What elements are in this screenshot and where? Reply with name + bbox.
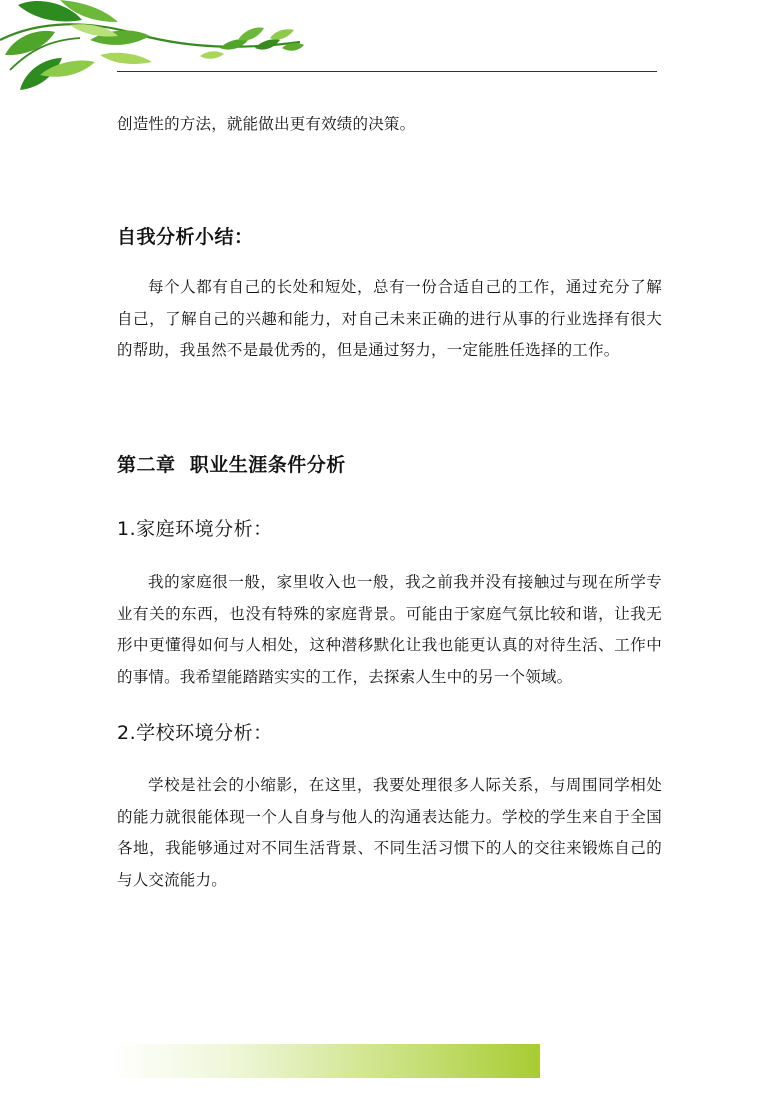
self-analysis-text: 每个人都有自己的长处和短处，总有一份合适自己的工作，通过充分了解自己，了解自己的兴趣和能力，对自己未来正确的进行从事的行业选择有很大的帮助，我虽然不是最优秀的，但是通过努力，一定能胜任选择的工作。 [117,278,662,359]
footer-gradient-bar [110,1044,540,1078]
family-paragraph [117,567,662,693]
school-heading: 2.学校环境分析： [117,722,273,744]
continuation-text: 创造性的方法，就能做出更有效绩的决策。 [117,115,416,133]
chapter-title: 第二章 职业生涯条件分析 [117,454,346,476]
self-analysis-paragraph [117,272,662,367]
header-rule [117,71,657,72]
school-heading-block [117,718,662,745]
leaf-branch-decoration [0,0,310,110]
family-heading-block [117,514,662,541]
continuation-paragraph [117,109,662,141]
family-text: 我的家庭很一般，家里收入也一般，我之前我并没有接触过与现在所学专业有关的东西，也没有特殊的家庭背景。可能由于家庭气氛比较和谐，让我无形中更懂得如何与人相处，这种潜移默化让我也能更认真的对待生活、工作中的事情。我希望能踏踏实实的工作，去探索人生中的另一个领域。 [117,573,662,686]
self-analysis-heading-block [117,222,662,249]
self-analysis-heading: 自我分析小结： [117,226,254,248]
school-text: 学校是社会的小缩影，在这里，我要处理很多人际关系，与周围同学相处的能力就很能体现一个人自身与他人的沟通表达能力。学校的学生来自于全国各地，我能够通过对不同生活背景、不同生活习惯下的人的交往来锻炼自己的与人交流能力。 [117,776,662,889]
chapter-heading-block [117,450,662,477]
family-heading: 1.家庭环境分析： [117,518,273,540]
school-paragraph [117,770,662,896]
